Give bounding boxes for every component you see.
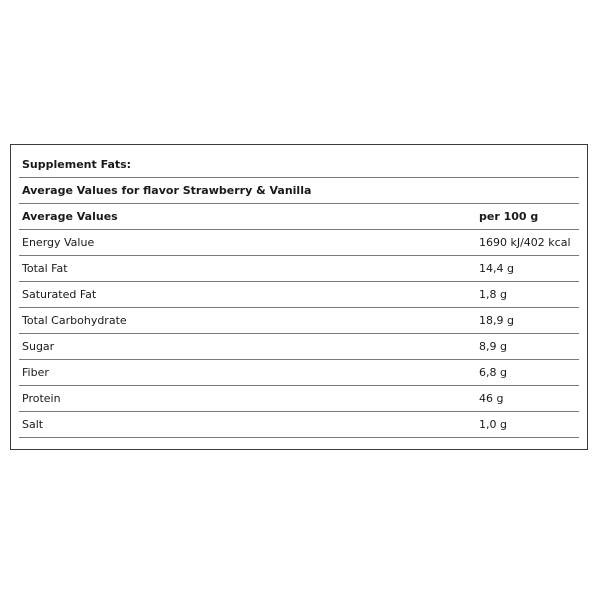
row-value: 1690 kJ/402 kcal <box>479 236 571 249</box>
row-value: 1,0 g <box>479 418 507 431</box>
row-label: Salt <box>22 418 44 431</box>
row-label: Protein <box>22 392 61 405</box>
row-label: Sugar <box>22 340 55 353</box>
row-value: 46 g <box>479 392 504 405</box>
table-row <box>19 334 579 360</box>
row-label: Total Fat <box>22 262 68 275</box>
table-title-row <box>19 152 579 178</box>
column-header-value: per 100 g <box>479 210 539 223</box>
row-label: Energy Value <box>22 236 95 249</box>
row-label: Saturated Fat <box>22 288 97 301</box>
row-value: 14,4 g <box>479 262 514 275</box>
table-row <box>19 412 579 438</box>
table-subtitle: Average Values for flavor Strawberry & Vanilla <box>22 184 312 197</box>
table-row <box>19 282 579 308</box>
row-value: 8,9 g <box>479 340 507 353</box>
column-header-label: Average Values <box>22 210 118 223</box>
row-value: 18,9 g <box>479 314 514 327</box>
table-row <box>19 230 579 256</box>
row-value: 1,8 g <box>479 288 507 301</box>
table-row <box>19 308 579 334</box>
table-title: Supplement Fats: <box>22 158 132 171</box>
table-row <box>19 256 579 282</box>
nutrition-table-body <box>19 152 579 438</box>
table-subtitle-row <box>19 178 579 204</box>
nutrition-table <box>10 144 588 450</box>
table-header-row <box>19 204 579 230</box>
row-value: 6,8 g <box>479 366 507 379</box>
table-row <box>19 360 579 386</box>
row-label: Total Carbohydrate <box>22 314 127 327</box>
table-row <box>19 386 579 412</box>
row-label: Fiber <box>22 366 49 379</box>
